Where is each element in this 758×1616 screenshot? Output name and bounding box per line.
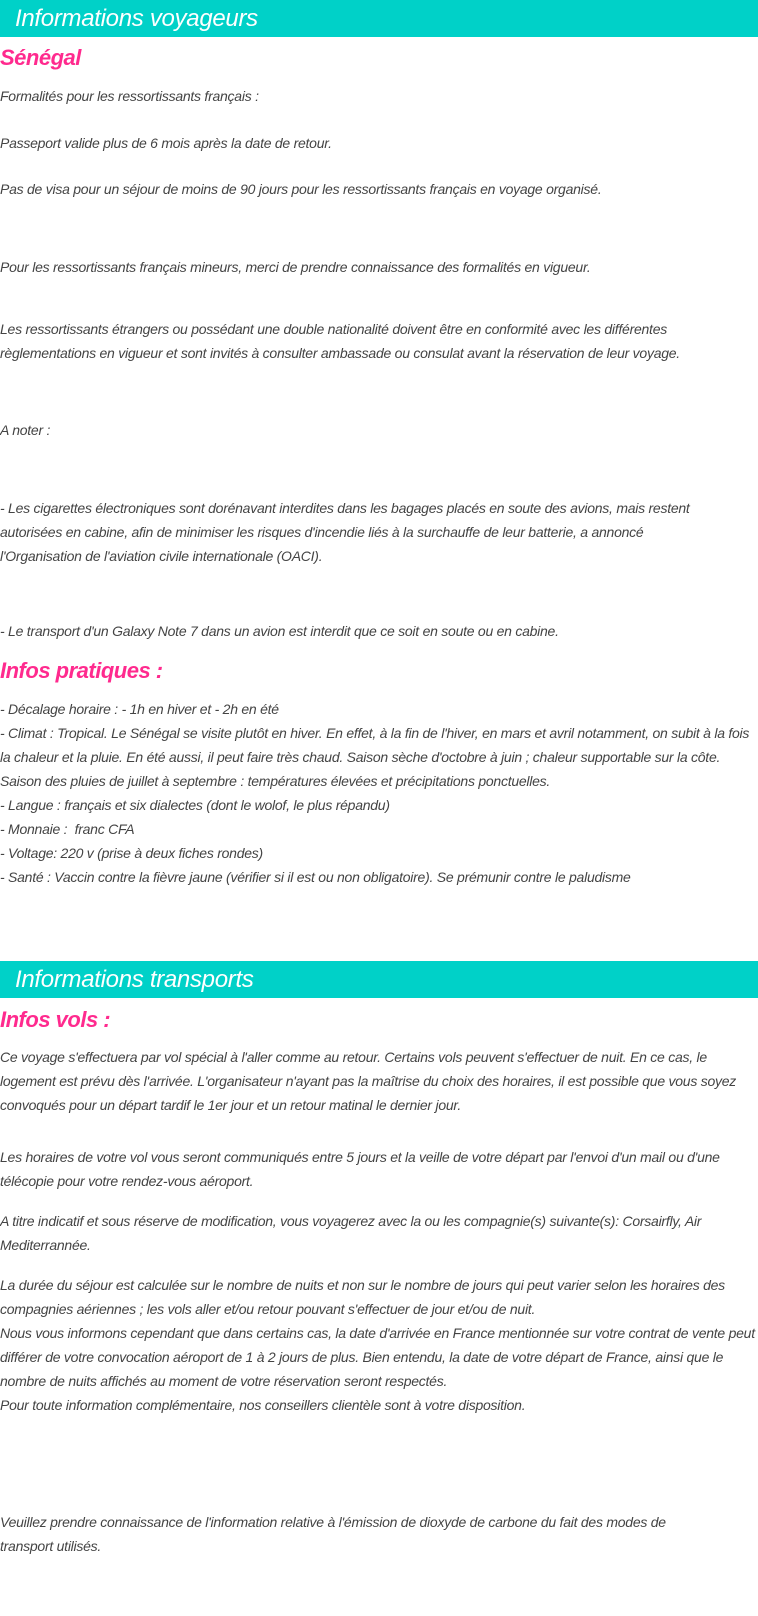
vol-special-text: Ce voyage s'effectuera par vol spécial à l'aller comme au retour. Certains vols peuvent s'effectuer de nuit. En ce cas, le logement est prévu dès l'arrivée. L'organisateur n'ayant pas la maîtrise du choix des horaires, il est possible que vous soyez convoqués pour un départ tardif le 1er jour et un retour matinal le dernier jour.: [0, 1049, 737, 1113]
galaxy-text: - Le transport d'un Galaxy Note 7 dans un avion est interdit que ce soit en soute ou en cabine.: [0, 623, 559, 639]
banner-informations-voyageurs: [0, 0, 758, 37]
passeport-text: Passeport valide plus de 6 mois après la date de retour.: [0, 135, 332, 151]
banner-title: Informations voyageurs: [15, 5, 258, 32]
country-title: Sénégal: [0, 45, 81, 70]
duree-sejour-block: [0, 1273, 758, 1417]
a-noter-label: A noter :: [0, 422, 51, 438]
infos-pratiques-list: [0, 697, 758, 889]
list-item-voltage: - Voltage: 220 v (prise à deux fiches rondes): [0, 845, 263, 861]
banner-informations-transports: [0, 961, 758, 998]
infos-vols-title: Infos vols :: [0, 1007, 111, 1032]
mineurs-text: Pour les ressortissants français mineurs, merci de prendre connaissance des formalités en vigueur.: [0, 259, 591, 275]
list-item-monnaie: - Monnaie : franc CFA: [0, 821, 135, 837]
visa-text: Pas de visa pour un séjour de moins de 90 jours pour les ressortissants français en voyage organisé.: [0, 181, 602, 197]
horaires-text: Les horaires de votre vol vous seront communiqués entre 5 jours et la veille de votre départ par l'envoi d'un mail ou d'une télécopie pour votre rendez-vous aéroport.: [0, 1149, 720, 1189]
compagnies-text: A titre indicatif et sous réserve de modification, vous voyagerez avec la ou les compagnie(s) suivante(s): Corsairfly, Air Mediterrannée.: [0, 1213, 702, 1253]
banner-title: Informations transports: [15, 966, 254, 993]
duree-text: La durée du séjour est calculée sur le nombre de nuits et non sur le nombre de jours qui peut varier selon les horaires des compagnies aériennes ; les vols aller et/ou retour pouvant s'effectuer de jour et/ou de nuit.: [0, 1277, 725, 1317]
list-item-decalage: - Décalage horaire : - 1h en hiver et - 2h en été: [0, 701, 279, 717]
formalites-intro: Formalités pour les ressortissants français :: [0, 88, 259, 104]
etrangers-text: Les ressortissants étrangers ou possédant une double nationalité doivent être en conformité avec les différentes règlementations en vigueur et sont invités à consulter ambassade ou consulat avant la réservation de leur voyage.: [0, 321, 680, 361]
conseillers-text: Pour toute information complémentaire, nos conseillers clientèle sont à votre disposition.: [0, 1397, 526, 1413]
co2-text: Veuillez prendre connaissance de l'information relative à l'émission de dioxyde de carbone du fait des modes de transport utilisés.: [0, 1514, 666, 1554]
cigarettes-text: - Les cigarettes électroniques sont dorénavant interdites dans les bagages placés en soute des avions, mais restent autorisées en cabine, afin de minimiser les risques d'incendie liés à la surchauffe de leur batterie, a annoncé l'Organisation de l'aviation civile internationale (OACI).: [0, 500, 690, 564]
infos-pratiques-title: Infos pratiques :: [0, 658, 163, 683]
list-item-sante: - Santé : Vaccin contre la fièvre jaune (vérifier si il est ou non obligatoire). Se prémunir contre le paludisme: [0, 869, 631, 885]
informons-text: Nous vous informons cependant que dans certains cas, la date d'arrivée en France mentionnée sur votre contrat de vente peut différer de votre convocation aéroport de 1 à 2 jours de plus. Bien entendu, la date de votre départ de France, ainsi que le nombre de nuits affichés au moment de votre réservation seront respectés.: [0, 1325, 755, 1389]
list-item-climat: - Climat : Tropical. Le Sénégal se visite plutôt en hiver. En effet, à la fin de l'hiver, en mars et avril notamment, on subit à la fois la chaleur et la pluie. En été aussi, il peut faire très chaud. Saison sèche d'octobre à juin ; chaleur supportable sur la côte. Saison des pluies de juillet à septembre : températures élevées et précipitations ponctuelles.: [0, 725, 750, 789]
list-item-langue: - Langue : français et six dialectes (dont le wolof, le plus répandu): [0, 797, 390, 813]
